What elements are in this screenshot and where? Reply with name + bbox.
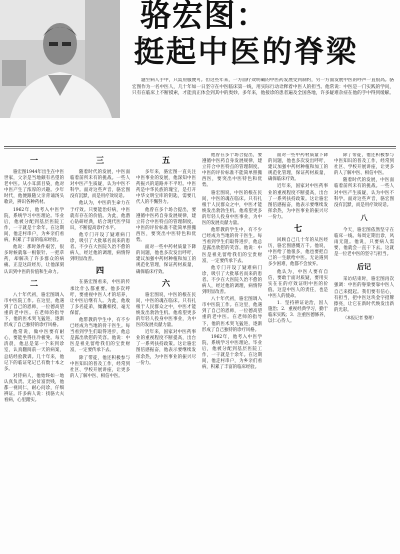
column-5 xyxy=(268,153,328,550)
postscript-heading: 后记 xyxy=(357,263,371,272)
paragraph: 对待病人，他始终如一地认真负责。无论贫富贵贱，他都一视同仁，耐心问诊，仔细辨证。许多病人说：找骆大夫看病，心里踏实。 xyxy=(4,373,64,404)
paragraph: 除了带徒，他还积极参与中医知识的普及工作，经常到社区、学校开展讲座，让更多的人了解中医、相信中医。 xyxy=(334,153,394,177)
paragraph: 他专门开设了疑难病门诊，吸引了大批慕名而来的患者。不少在大医院久治不愈的病人，经过他的调理，病情得到明显改善。 xyxy=(70,232,130,263)
paragraph: 他带教的学生中，有不少已经成为当地的骨干医生。每当看到学生们取得进步，他总是露出欣慰的笑容。他说：中医是祖先留给我们的宝贵财富，一定要传承下去。 xyxy=(70,317,130,354)
paragraph: 1．坚持辨证论治，因人施治；2．重视经典学习，勤于临床实践；3．注重医德修养，以仁心待人。 xyxy=(268,300,328,325)
section-heading: 一 xyxy=(30,156,38,165)
section-heading: 三 xyxy=(96,156,104,165)
paragraph: 他认为，中医人要有自信，要敢于面对质疑，要用实实在在的疗效证明中医的价值。这是中医人的责任，也是中医人的使命。 xyxy=(268,269,328,299)
portrait-image xyxy=(0,0,120,118)
paragraph: 随着时代的发展，中医面临着前所未有的挑战。一些人对中医产生质疑，认为中医不科学。面对这些声音，骆宏图没有沉默，而是用疗效说话。 xyxy=(334,178,394,208)
paragraph: 1962年，他考入中医学院，系统学习中医理论。毕业后，他被分配到基层医院工作，一干就是十余年。在这期间，他走村串户，为乡亲们看病，积累了丰富的临床经验。 xyxy=(4,207,64,244)
paragraph: 面对一些中药材质量下降的问题，他也多次发出呼吁，建议加强中药材种植和加工的规范化管理，保证药材质量，确保临床疗效。 xyxy=(268,153,328,183)
headline xyxy=(132,0,394,68)
paragraph: 他常说，做中医要有耐心，要能坐得住冷板凳。每天清晨，他总是第一个来到诊室，认真翻阅前一天的病案，总结经验教训。几十年来，他记下的临证笔记已有数十本之多。 xyxy=(4,330,64,372)
headline-line-2: 挺起中医的脊梁 xyxy=(134,35,358,70)
divider-rule xyxy=(4,146,396,147)
paragraph: 他带教的学生中，有不少已经成为当地的骨干医生。每当看到学生们取得进步，他总是露出欣慰的笑容。他说：中医是祖先留给我们的宝贵财富，一定要传承下去。 xyxy=(202,228,262,264)
paragraph: 采访结束时，骆宏图再次强调：中医的脊梁要靠中医人自己来挺起。我们要有信心，有担当，把中医这块金字招牌擦亮，让它在新时代焕发出新的光彩。 xyxy=(334,277,394,313)
column-6 xyxy=(334,153,394,550)
portrait-photo xyxy=(0,0,120,118)
divider-rule-thin xyxy=(4,148,396,149)
column-1 xyxy=(4,153,64,550)
paragraph: 他专门开设了疑难病门诊，吸引了大批慕名而来的患者。不少在大医院久治不愈的病人，经过他的调理，病情得到明显改善。 xyxy=(202,265,262,296)
section-heading: 七 xyxy=(294,224,302,234)
paragraph: 骆宏图说，中医的根在民间，中医的魂在临床。只有扎根于人民群众之中，中医才能焕发出勃勃生机。他希望更多的年轻人投身中医事业，为中医的发展贡献力量。 xyxy=(136,292,196,329)
section-heading: 八 xyxy=(360,213,368,222)
paragraph: 随着时代的发展，中医面临着前所未有的挑战。一些人对中医产生质疑，认为中医不科学。面对这些声音，骆宏图没有沉默，而是用疗效说话。 xyxy=(70,170,130,200)
paragraph: 近年来，国家对中医药事业的重视程度不断提高，出台了一系列扶持政策。这让骆宏图倍感振奋，他表示要继续发挥余热，为中医事业的振兴尽一份力。 xyxy=(136,330,196,366)
column-2 xyxy=(70,153,130,550)
section-heading: 五 xyxy=(162,156,170,165)
paragraph: 1962年，他考入中医学院，系统学习中医理论。毕业后，他被分配到基层医院工作，一干就是十余年。在这期间，他走村串户，为乡亲们看病，积累了丰富的临床经验。 xyxy=(202,334,262,371)
paragraph: 多年来，骆宏图一直关注中医事业的发展，他深知中医药振兴的道路并不平坦。中医药是中华民族的瑰宝，是打开中华文明宝库的钥匙，需要几代人的不懈努力。 xyxy=(136,170,196,206)
paragraph: 八十年代初，骆宏图调入市中医院工作。在这里，他遇到了自己的恩师，一位德高望重的老中医。在老师的指导下，他的医术突飞猛进，逐渐形成了自己独特的诊疗风格。 xyxy=(4,292,64,329)
paragraph: 在骆宏图看来，中医的传承比什么都重要。他多次呼吁，要重视中医人才的培养，让中医后继有人。为此，他收了多名徒弟，倾囊相授，毫无保留。 xyxy=(70,280,130,316)
paragraph: 除了带徒，他还积极参与中医知识的普及工作，经常到社区、学校开展讲座，让更多的人了解中医、相信中医。 xyxy=(70,355,130,379)
paragraph: 八十年代初，骆宏图调入市中医院工作。在这里，他遇到了自己的恩师，一位德高望重的老中医。在老师的指导下，他的医术突飞猛进，逐渐形成了自己独特的诊疗风格。 xyxy=(202,297,262,333)
headline-line-1: 骆宏图： xyxy=(140,0,268,34)
column-3 xyxy=(136,153,196,550)
paragraph: 今天，骆宏图依然坚守在临床一线。每周定期出诊，风雨无阻。他说，只要病人需要，他就会一直干下去。这就是一位老中医的坚守与担当。 xyxy=(334,227,394,258)
section-heading: 四 xyxy=(96,266,104,276)
paragraph: 骆宏图说，中医的根在民间，中医的魂在临床。只有扎根于人民群众之中，中医才能焕发出勃勃生机。他希望更多的年轻人投身中医事业，为中医的发展贡献力量。 xyxy=(202,190,262,227)
paragraph: 面对一些中药材质量下降的问题，他也多次发出呼吁，建议加强中药材种植和加工的规范化管理，保证药材质量，确保临床疗效。 xyxy=(136,245,196,275)
intro-paragraph: 题至病人手中，只需煎服便可。但这些年来，一方面疗效明确的中医药发展受到制约，另一方面发展中医的呼声一直很高。骆宏图作为一名中医人，几十年如一日坚守在中医临床第一线，用实际行动诠释着中医人的担当。他常说：中医是一门实践的学问，只有在临床上不断摸索，才能真正体会到其中的奥妙。多年来，他接诊的患者遍及全国各地，许多疑难杂症在他的手中得到缓解。 xyxy=(132,78,394,96)
paragraph: 近年来，国家对中医药事业的重视程度不断提高，出台了一系列扶持政策。这让骆宏图倍感振奋，他表示要继续发挥余热，为中医事业的振兴尽一份力。 xyxy=(268,184,328,220)
paragraph: 他认为，中医的生命力在于疗效。只要能治好病，中医就有存在的价值。为此，他潜心钻研经典，结合现代医学知识，不断提高诊疗水平。 xyxy=(70,201,130,231)
credit-line: （本报记者 整理） xyxy=(343,314,377,320)
paragraph: 他说：那时条件艰苦，很多时候就靠一根银针、一把草药，却解决了许多群众的病痛。正是这段经历，让他深刻认识到中医的价值和生命力。 xyxy=(4,245,64,275)
paragraph: 回顾自己几十年的从医经历，骆宏图感慨万千。他说，中医给了他很多，他也要把自己的一生献给中医。无论遇到多少困难，他都不会放弃。 xyxy=(268,238,328,268)
paragraph: 骆宏图1944年出生在中医世家，父亲是当地颇有名望的老中医。从小耳濡目染，他对中医产生了浓厚的兴趣。少年时代，他便跟随父亲背诵汤头歌诀，辨识各种药材。 xyxy=(4,170,64,206)
column-4 xyxy=(202,153,262,550)
section-heading: 六 xyxy=(162,278,170,288)
paragraph: 他曾在多个场合提出，要遵循中医药自身发展规律，建立符合中医特点的管理制度。中医的评价标准不能简单照搬西医，要突出中医特色和优势。 xyxy=(202,153,262,189)
paragraph: 他曾在多个场合提出，要遵循中医药自身发展规律，建立符合中医特点的管理制度。中医的评价标准不能简单照搬西医，要突出中医特色和优势。 xyxy=(136,207,196,244)
section-heading: 二 xyxy=(30,278,38,288)
